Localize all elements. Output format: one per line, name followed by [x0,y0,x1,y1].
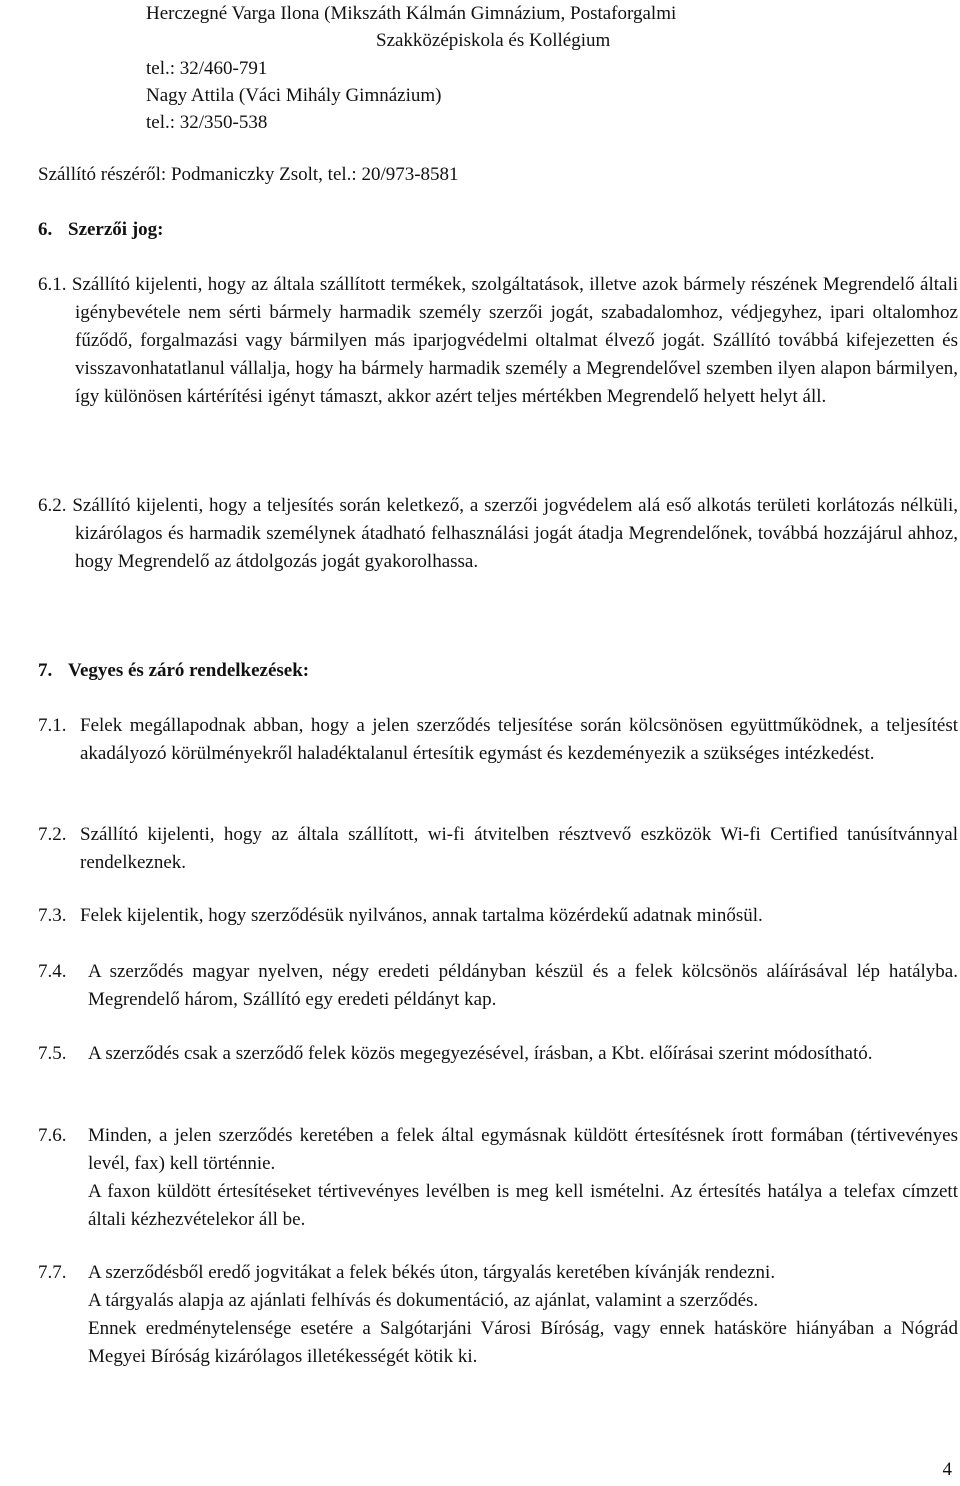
clause-number-inline: 6.1. [38,274,72,295]
clause-number: 7.3. [38,905,67,926]
clause-6-2-text-wrap [38,492,958,576]
clause-paragraph: Ennek eredménytelensége esetére a Salgótarjáni Városi Bíróság, vagy ennek hatásköre hiányában a Nógrád Megyei Bíróság kizárólagos illetékességét kötik ki. [88,1318,958,1367]
section-6-heading [38,216,163,244]
clause-number-inline: 6.2. [38,495,73,516]
clause-7-1 [38,712,958,768]
section-7-title: Vegyes és záró rendelkezések: [68,660,310,681]
clause-paragraph: A faxon küldött értesítéseket tértivevényes levélben is meg kell ismételni. Az értesítés hatálya a telefax címzett általi kézhezvételekor áll be. [88,1181,958,1230]
section-7-heading [38,657,309,685]
clause-number: 7.2. [38,824,67,845]
section-7-number: 7. [38,660,53,681]
clause-paragraph: A tárgyalás alapja az ajánlati felhívás és dokumentáció, az ajánlat, valamint a szerződés. [88,1290,759,1311]
clause-text: A szerződés csak a szerződő felek közös megegyezésével, írásban, a Kbt. előírásai szerint módosítható. [88,1043,873,1064]
clause-text: Felek kijelentik, hogy szerződésük nyilvános, annak tartalma közérdekű adatnak minősül. [80,905,763,926]
clause-text: 6.1. Szállító kijelenti, hogy az általa szállított termékek, szolgáltatások, illetve azok bármely részének Megrendelő általi igénybevétele nem sérti bármely harmadik személy szerzői jogát, szabadalomhoz, védjegyhez, ipari oltalomhoz fűződő, forgalmazási vagy bármilyen más iparjogvédelmi oltalmat élvező jogát. Szállító továbbá kifejezetten és visszavonhatatlanul vállalja, hogy ha bármely harmadik személy a Megrendelővel szemben ilyen alapon bármilyen, így különösen kártérítési igényt támaszt, akkor azért teljes mértékben Megrendelő helyett helyt áll. [38,274,958,407]
section-6-number: 6. [38,219,53,240]
clause-7-5 [38,1040,958,1068]
clause-text: Felek megállapodnak abban, hogy a jelen szerződés teljesítése során kölcsönösen együttműködnek, a teljesítést akadályozó körülményekről haladéktalanul értesítik egymást és kezdeményezik a szükséges intézkedést. [80,715,958,764]
clause-7-7 [38,1259,958,1371]
contact-line-1: Herczegné Varga Ilona (Mikszáth Kálmán Gimnázium, Postaforgalmi [146,3,677,24]
section-6-title: Szerzői jog: [68,219,164,240]
clause-paragraph: Minden, a jelen szerződés keretében a felek által egymásnak küldött értesítésnek írott formában (tértivevényes levél, fax) kell történnie. [88,1125,958,1174]
contact-line-4: Nagy Attila (Váci Mihály Gimnázium) [146,85,442,106]
clause-text: Szállító kijelenti, hogy az általa szállított, wi-fi átvitelben résztvevő eszközök Wi-fi Certified tanúsítvánnyal rendelkeznek. [80,824,958,873]
clause-7-6 [38,1122,958,1234]
clause-7-4 [38,958,958,1014]
contact-line-5: tel.: 32/350-538 [146,112,268,133]
clause-number: 7.7. [38,1262,67,1283]
contact-line-3: tel.: 32/460-791 [146,58,268,79]
clause-7-3 [38,902,958,930]
supplier-contact: Szállító részéről: Podmaniczky Zsolt, tel.: 20/973-8581 [38,164,459,185]
contact-line-2: Szakközépiskola és Kollégium [376,30,611,51]
clause-number: 7.5. [38,1043,67,1064]
clause-number: 7.4. [38,961,67,982]
page-number: 4 [942,1459,952,1480]
clause-text: 6.2. Szállító kijelenti, hogy a teljesítés során keletkező, a szerzői jogvédelem alá eső alkotás területi korlátozás nélküli, kizárólagos és harmadik személynek átadható felhasználási jogát átadja Megrendelőnek, továbbá hozzájárul ahhoz, hogy Megrendelő az átdolgozás jogát gyakorolhassa. [38,495,959,572]
clause-paragraph: A szerződésből eredő jogvitákat a felek békés úton, tárgyalás keretében kívánják rendezni. [88,1262,776,1283]
clause-7-2 [38,821,958,877]
clause-6-1-text-wrap [38,271,958,411]
clause-number: 7.1. [38,715,67,736]
clause-number: 7.6. [38,1125,67,1146]
clause-text: A szerződés magyar nyelven, négy eredeti példányban készül és a felek kölcsönös aláírásával lép hatályba. Megrendelő három, Szállító egy eredeti példányt kap. [88,961,958,1010]
